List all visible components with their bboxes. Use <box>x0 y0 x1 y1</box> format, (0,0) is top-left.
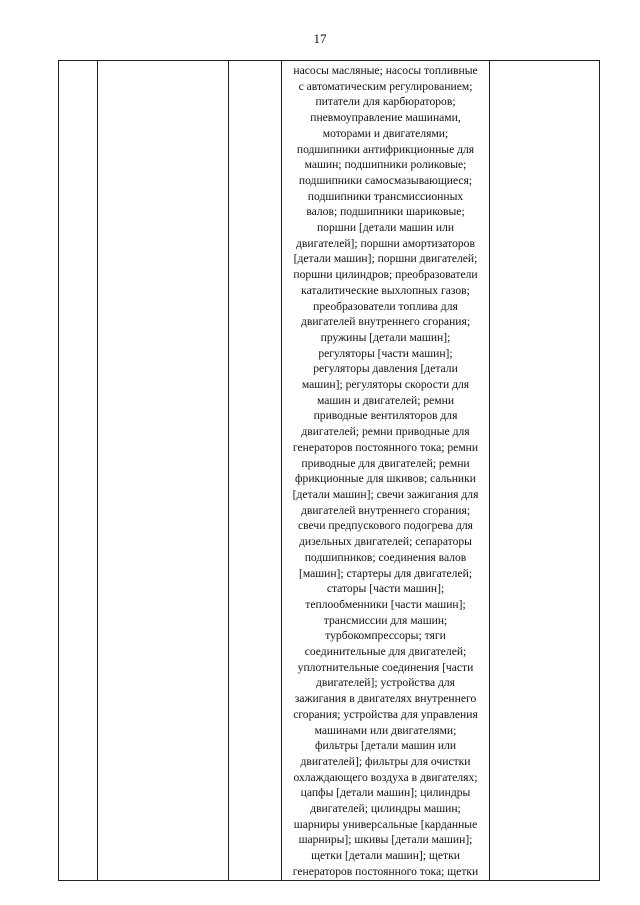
goods-line: моторами и двигателями; <box>322 126 449 140</box>
goods-line: подшипников; соединения валов <box>304 550 467 564</box>
goods-line: подшипники трансмиссионных <box>307 189 464 203</box>
page-number: 17 <box>313 31 327 46</box>
goods-line: турбокомпрессоры; тяги <box>325 629 446 643</box>
goods-line: двигателей]; фильтры для очистки <box>300 754 471 768</box>
goods-line: генераторов постоянного тока; щетки <box>292 864 479 878</box>
goods-line: двигателей внутреннего сгорания; <box>300 503 471 517</box>
goods-line: цапфы [детали машин]; цилиндры <box>300 786 471 800</box>
table-cell-col3 <box>229 61 282 881</box>
goods-line: машин]; регуляторы скорости для <box>301 378 470 392</box>
goods-line: преобразователи топлива для <box>313 299 458 313</box>
goods-line: зажигания в двигателях внутреннего <box>294 692 477 706</box>
goods-line: питатели для карбюраторов; <box>315 95 456 109</box>
goods-line: шарниры]; шкивы [детали машин]; <box>298 833 473 847</box>
goods-line: трансмиссии для машин; <box>323 613 448 627</box>
goods-line: генераторов постоянного тока; ремни <box>292 440 479 454</box>
goods-line: подшипники антифрикционные для <box>296 142 475 156</box>
goods-line: двигателей; ремни приводные для <box>301 425 470 439</box>
goods-line: каталитические выхлопных газов; <box>301 283 470 297</box>
goods-line: двигателей; цилиндры машин; <box>310 802 461 816</box>
table-cell-col1 <box>59 61 98 881</box>
table-cell-col5 <box>490 61 600 881</box>
goods-line: регуляторы давления [детали <box>313 362 458 376</box>
goods-line: [детали машин]; поршни двигателей; <box>293 252 478 266</box>
goods-line: [машин]; стартеры для двигателей; <box>298 566 473 580</box>
goods-line: соединительные для двигателей; <box>304 645 467 659</box>
goods-line: двигателей]; устройства для <box>315 676 456 690</box>
goods-line: пневмоуправление машинами, <box>310 111 461 125</box>
goods-line: регуляторы [части машин]; <box>318 346 453 360</box>
goods-line: [детали машин]; свечи зажигания для <box>292 487 479 501</box>
goods-list-text <box>282 61 489 880</box>
goods-line: щетки [детали машин]; щетки <box>311 849 460 863</box>
goods-line: охлаждающего воздуха в двигателях; <box>293 770 478 784</box>
goods-line: подшипники самосмазывающиеся; <box>298 173 473 187</box>
goods-line: уплотнительные соединения [части <box>297 660 474 674</box>
goods-line: статоры [части машин]; <box>326 582 445 596</box>
goods-line: поршни цилиндров; преобразователи <box>293 268 478 282</box>
goods-line: пружины [детали машин]; <box>320 330 451 344</box>
goods-line: двигателей внутреннего сгорания; <box>300 315 471 329</box>
goods-line: машин и двигателей; ремни <box>316 393 455 407</box>
goods-line: дизельных двигателей; сепараторы <box>299 535 472 549</box>
goods-line: приводные для двигателей; ремни <box>301 456 470 470</box>
goods-line: шарниры универсальные [карданные <box>293 817 478 831</box>
table-cell-col2 <box>98 61 229 881</box>
table-cell-goods-list <box>282 61 490 881</box>
goods-line: фрикционные для шкивов; сальники <box>295 472 476 486</box>
goods-line: поршни [детали машин или <box>316 221 455 235</box>
goods-line: машин; подшипники роликовые; <box>304 158 467 172</box>
goods-line: теплообменники [части машин]; <box>305 597 466 611</box>
goods-line: свечи предпускового подогрева для <box>297 519 474 533</box>
goods-line: насосы масляные; насосы топливные <box>293 64 478 77</box>
table-row <box>59 61 600 881</box>
goods-table <box>58 60 600 881</box>
goods-line: с автоматическим регулированием; <box>298 79 473 93</box>
goods-line: валов; подшипники шариковые; <box>306 205 465 219</box>
goods-line: фильтры [детали машин или <box>314 739 457 753</box>
goods-line: приводные вентиляторов для <box>313 409 458 423</box>
goods-line: машинами или двигателями; <box>314 723 457 737</box>
goods-line: сгорания; устройства для управления <box>293 707 478 721</box>
goods-line: двигателей]; поршни амортизаторов <box>296 236 475 250</box>
